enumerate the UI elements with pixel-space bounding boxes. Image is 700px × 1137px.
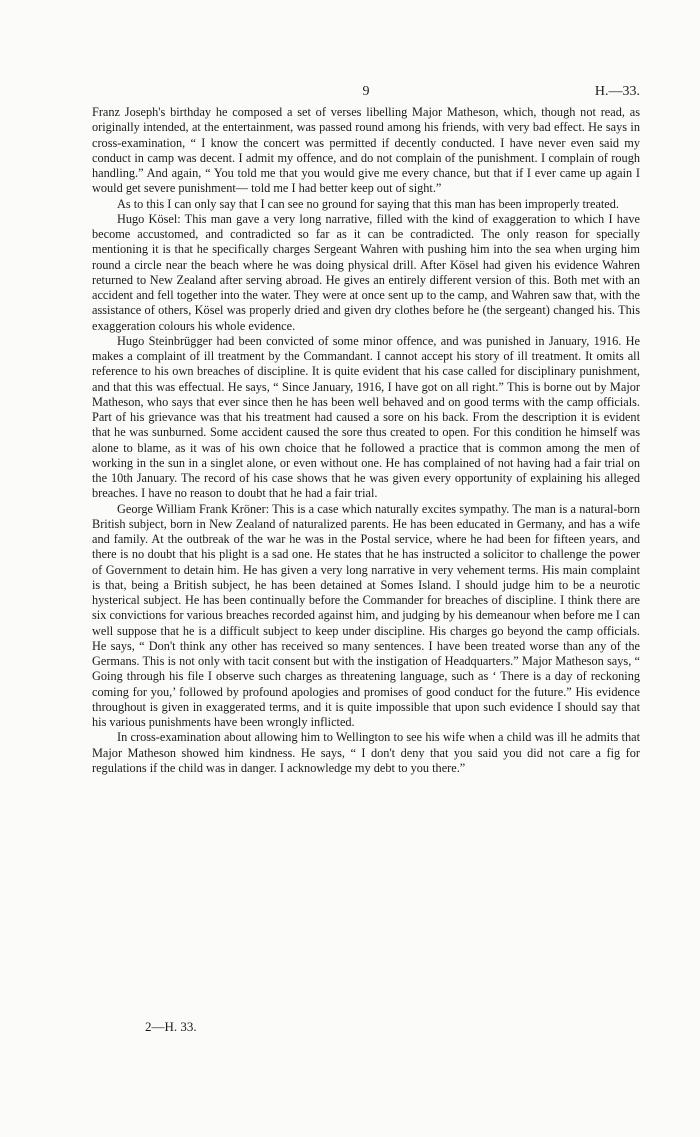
paragraph-hugo-kosel: Hugo Kösel: This man gave a very long narrative, filled with the kind of exaggeration to which I have become accustomed, and contradicted so far as it can be contradicted. The only reason for specially mentioning it is that he specifically charges Sergeant Wahren with pushing him into the sea when urging him round a circle near the beach where he was doing physical drill. After Kösel had given his evidence Wahren returned to New Zealand after serving abroad. He gives an entirely different version of this. Both met with an accident and fell together into the water. They were at once sent up to the camp, and Wahren saw that, with the assistance of others, Kösel was properly dried and given dry clothes before he (the sergeant) changed his. This exaggeration colours his whole evidence. [92,211,640,333]
paragraph-hugo-steinbrugger: Hugo Steinbrügger had been convicted of some minor offence, and was punished in January, 1916. He makes a complaint of ill treatment by the Commandant. I cannot accept his story of ill treatment. It omits all reference to his own breaches of discipline. It is quite evident that his case called for disciplinary punishment, and that this was effectual. He says, “ Since January, 1916, I have got on all right.” This is borne out by Major Matheson, who says that ever since then he has been well behaved and on good terms with the camp officials. Part of his grievance was that his treatment had caused a sore on his back. From the description it is evident that he was sunburned. Some accident caused the sore thus created to open. For this condition he himself was alone to blame, as it was of his own choice that he followed a practice that is common among the men of working in the sun in a singlet alone, or even without one. He has complained of not having had a fair trial on the 10th January. The record of his case shows that he was given every opportunity of explaining his alleged breaches. I have no reason to doubt that he had a fair trial. [92,333,640,501]
body-text [92,105,640,776]
paragraph-cross-examination: In cross-examination about allowing him to Wellington to see his wife when a child was ill he admits that Major Matheson showed him kindness. He says, “ I don't deny that you said you did not care a fig for regulations if the child was in danger. I acknowledge my debt to you there.” [92,730,640,775]
paragraph-kroner-verses: Franz Joseph's birthday he composed a set of verses libelling Major Matheson, which, though not read, as originally intended, at the entertainment, was passed round among his friends, with very bad effect. He says in cross-examination, “ I know the concert was permitted if decently conducted. I have never even said my conduct in camp was decent. I admit my offence, and do not complain of the punishment. I complain of rough handling.” And again, “ You told me that you would give me every chance, but that if I ever came up again I would get severe punishment— told me I had better keep out of sight.” [92,105,640,196]
page-number: 9 [362,84,370,99]
signature-mark: 2—H. 33. [145,1019,197,1034]
document-reference: H.—33. [594,84,640,99]
paragraph-conclusion-first-case: As to this I can only say that I can see no ground for saying that this man has been improperly treated. [117,196,619,211]
paragraph-george-kroner: George William Frank Kröner: This is a case which naturally excites sympathy. The man is a natural-born British subject, born in New Zealand of naturalized parents. He has been educated in Germany, and has a wife and family. At the outbreak of the war he was in the Postal service, where he had been for fifteen years, and there is no doubt that his plight is a sad one. He states that he has instructed a solicitor to challenge the power of Government to detain him. He has given a very long narrative in very vehement terms. His main complaint is that, being a British subject, he has been detained at Somes Island. I should judge him to be a neurotic hysterical subject. He has been continually before the Commander for breaches of discipline. I think there are six convictions for various breaches recorded against him, and judging by his demeanour when before me I can well suppose that he is a difficult subject to keep under discipline. His charges go beyond the camp officials. He says, “ Don't think any other has received so many sentences. I have been treated worse than any of the Germans. This is not only with tacit consent but with the instigation of Headquarters.” Major Matheson says, “ Going through his file I observe such charges as threatening language, such as ‘ There is a day of reckoning coming for you,’ followed by profound apologies and promises of good conduct for the future.” His evidence throughout is given in exaggerated terms, and it is quite impossible that upon such evidence I should say that his various punishments have been wrongly inflicted. [92,501,640,729]
page-header [92,84,640,104]
